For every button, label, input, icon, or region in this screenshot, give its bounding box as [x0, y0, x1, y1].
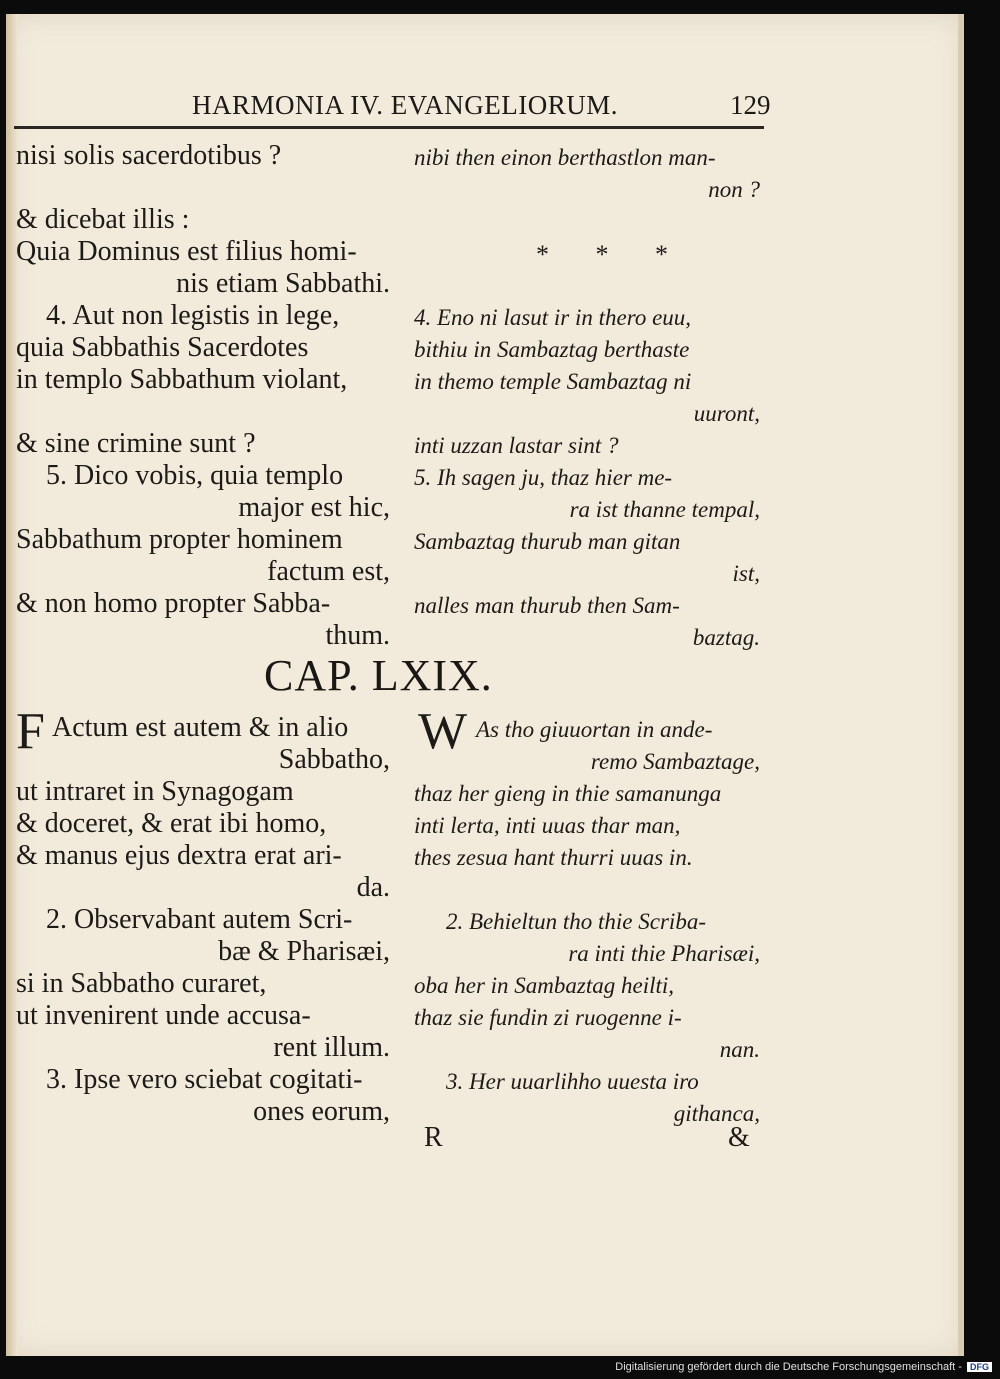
drop-cap-initial: W: [418, 703, 468, 760]
digitization-credit: [615, 1361, 992, 1373]
latin-line: & sine crimine sunt ?: [16, 428, 256, 459]
catchword: &: [728, 1122, 750, 1153]
german-line: thes zesua hant thurri uuas in.: [414, 845, 693, 870]
running-header: [6, 76, 964, 120]
drop-cap-initial: F: [16, 703, 45, 760]
dfg-logo: DFG: [967, 1362, 992, 1372]
book-page: [6, 14, 964, 1356]
latin-line: bæ & Pharisæi,: [218, 936, 390, 967]
german-line: baztag.: [692, 625, 760, 650]
chapter-heading: CAP. LXIX.: [264, 651, 493, 700]
german-line: 2. Behieltun tho thie Scriba-: [446, 909, 706, 934]
latin-line: 4. Aut non legistis in lege,: [46, 300, 340, 331]
latin-line: Sabbathum propter hominem: [16, 524, 343, 555]
latin-line: ones eorum,: [253, 1096, 390, 1127]
german-line: nalles man thurub then Sam-: [414, 593, 680, 618]
german-line: nibi then einon berthastlon man-: [414, 145, 716, 170]
page-edge: [958, 14, 964, 1356]
latin-line: ut intraret in Synagogam: [16, 776, 294, 807]
latin-line: nis etiam Sabbathi.: [176, 268, 390, 299]
german-line: bithiu in Sambaztag berthaste: [414, 337, 690, 362]
german-line: thaz her gieng in thie samanunga: [414, 781, 722, 806]
german-line: uuront,: [693, 401, 760, 426]
latin-line: & non homo propter Sabba-: [16, 588, 331, 619]
header-rule: [14, 126, 764, 129]
german-line: Sambaztag thurub man gitan: [414, 529, 681, 554]
section-stars: * * *: [536, 240, 688, 269]
german-line: non ?: [708, 177, 760, 202]
latin-line: Actum est autem & in alio: [52, 712, 349, 743]
german-line: thaz sie fundin zi ruogenne i-: [414, 1005, 682, 1030]
latin-line: nisi solis sacerdotibus ?: [16, 140, 282, 171]
latin-line: 2. Observabant autem Scri-: [46, 904, 353, 935]
latin-line: 5. Dico vobis, quia templo: [46, 460, 344, 491]
german-line: githanca,: [673, 1101, 760, 1126]
latin-line: & doceret, & erat ibi homo,: [16, 808, 327, 839]
german-line: ra ist thanne tempal,: [569, 497, 760, 522]
german-line: remo Sambaztage,: [590, 749, 760, 774]
page-number: 129: [730, 90, 771, 120]
running-title: HARMONIA IV. EVANGELIORUM.: [192, 90, 619, 120]
signature-mark: R: [424, 1122, 443, 1153]
german-line: nan.: [719, 1037, 760, 1062]
latin-line: Quia Dominus est filius homi-: [16, 236, 357, 267]
latin-line: & manus ejus dextra erat ari-: [16, 840, 342, 871]
german-line: inti lerta, inti uuas thar man,: [414, 813, 681, 838]
credit-text: Digitalisierung gefördert durch die Deutsche Forschungsgemeinschaft -: [615, 1361, 962, 1373]
german-line: 4. Eno ni lasut ir in thero euu,: [414, 305, 692, 330]
latin-line: rent illum.: [273, 1032, 390, 1063]
german-line: oba her in Sambaztag heilti,: [414, 973, 675, 998]
german-line: As tho giuuortan in ande-: [476, 717, 713, 742]
latin-line: major est hic,: [238, 492, 390, 523]
german-line: 3. Her uuarlihho uuesta iro: [446, 1069, 699, 1094]
latin-line: factum est,: [267, 556, 390, 587]
german-line: inti uzzan lastar sint ?: [414, 433, 619, 458]
latin-line: si in Sabbatho curaret,: [16, 968, 267, 999]
latin-line: in templo Sabbathum violant,: [16, 364, 348, 395]
latin-line: Sabbatho,: [278, 744, 390, 775]
latin-line: 3. Ipse vero sciebat cogitati-: [46, 1064, 363, 1095]
german-line: ist,: [732, 561, 760, 586]
latin-line: & dicebat illis :: [16, 204, 190, 235]
latin-line: da.: [356, 872, 390, 903]
latin-line: ut invenirent unde accusa-: [16, 1000, 311, 1031]
german-line: ra inti thie Pharisæi,: [568, 941, 760, 966]
latin-line: thum.: [325, 620, 390, 651]
german-line: 5. Ih sagen ju, thaz hier me-: [414, 465, 673, 490]
latin-line: quia Sabbathis Sacerdotes: [16, 332, 309, 363]
german-line: in themo temple Sambaztag ni: [414, 369, 692, 394]
